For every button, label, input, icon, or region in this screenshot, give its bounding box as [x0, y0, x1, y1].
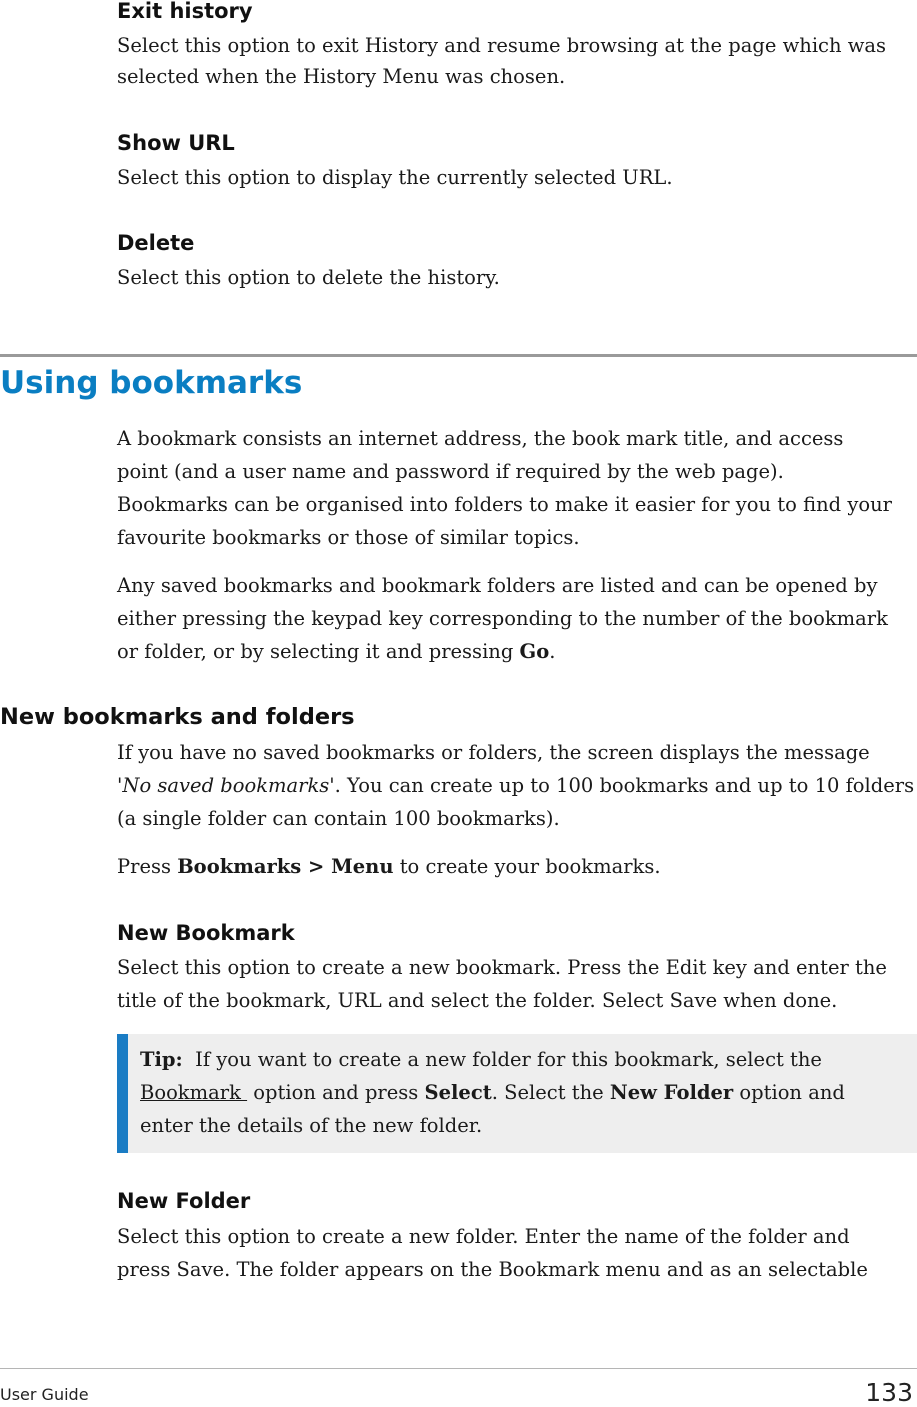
- tip-line-2: [140, 1082, 845, 1104]
- using-bookmarks-p2-line-2: either pressing the keypad key corresponding to the number of the bookmark: [117, 607, 888, 630]
- using-bookmarks-p1-line-1: A bookmark consists an internet address, the book mark title, and access: [117, 427, 844, 450]
- new-bookmarks-folders-heading: New bookmarks and folders: [0, 704, 355, 730]
- delete-title: Delete: [117, 231, 195, 255]
- nbf-p1-line-2: [117, 775, 914, 797]
- new-bookmark-line-2: title of the bookmark, URL and select the folder. Select Save when done.: [117, 989, 838, 1012]
- p2-line3-text: or folder, or by selecting it and pressing: [117, 640, 520, 663]
- using-bookmarks-p1-line-3: Bookmarks can be organised into folders to make it easier for you to find your: [117, 493, 892, 516]
- p2-line3-end: .: [549, 640, 556, 663]
- tip-line-3: enter the details of the new folder.: [140, 1114, 483, 1137]
- page-number: 133: [865, 1378, 913, 1407]
- select-key-label: Select: [424, 1081, 492, 1104]
- footer-label: User Guide: [0, 1385, 89, 1404]
- go-key-label: Go: [519, 640, 550, 663]
- nbf-quote-open: ': [117, 774, 123, 797]
- using-bookmarks-p1-line-2: point (and a user name and password if required by the web page).: [117, 460, 784, 483]
- new-bookmark-line-1: Select this option to create a new bookmark. Press the Edit key and enter the: [117, 956, 887, 979]
- tip-line2-mid: option and press: [247, 1081, 425, 1104]
- using-bookmarks-heading: Using bookmarks: [0, 365, 303, 401]
- exit-history-title: Exit history: [117, 0, 253, 23]
- new-bookmark-title: New Bookmark: [117, 921, 295, 945]
- new-folder-title: New Folder: [117, 1189, 251, 1213]
- exit-history-line-2: selected when the History Menu was chosen.: [117, 65, 566, 88]
- section-divider: [0, 354, 917, 357]
- tip-label: Tip:: [140, 1048, 183, 1071]
- nbf-p2-line-1: [117, 856, 661, 878]
- bookmark-option-link[interactable]: Bookmark: [140, 1081, 248, 1104]
- show-url-line-1: Select this option to display the currently selected URL.: [117, 166, 673, 189]
- nbf-p1-line-3: (a single folder can contain 100 bookmarks).: [117, 807, 560, 830]
- show-url-title: Show URL: [117, 131, 235, 155]
- tip-line-1: [140, 1049, 822, 1071]
- delete-line-1: Select this option to delete the history.: [117, 266, 500, 289]
- tip-accent-bar: [117, 1034, 128, 1153]
- using-bookmarks-p2-line-3: [117, 641, 555, 663]
- tip-line2-mid2: . Select the: [491, 1081, 610, 1104]
- using-bookmarks-p2-line-1: Any saved bookmarks and bookmark folders are listed and can be opened by: [117, 574, 878, 597]
- exit-history-line-1: Select this option to exit History and resume browsing at the page which was: [117, 34, 887, 57]
- using-bookmarks-p1-line-4: favourite bookmarks or those of similar topics.: [117, 526, 580, 549]
- bookmarks-menu-path: Bookmarks > Menu: [177, 855, 394, 878]
- tip-line1-text: If you want to create a new folder for this bookmark, select the: [182, 1048, 822, 1071]
- nbf-line2-rest: '. You can create up to 100 bookmarks and up to 10 folders: [329, 774, 915, 797]
- nbf-p2-post: to create your bookmarks.: [393, 855, 661, 878]
- tip-line2-end: option and: [733, 1081, 845, 1104]
- new-folder-line-2: press Save. The folder appears on the Bookmark menu and as an selectable: [117, 1258, 868, 1281]
- new-folder-line-1: Select this option to create a new folder. Enter the name of the folder and: [117, 1225, 850, 1248]
- new-folder-option-label: New Folder: [609, 1081, 734, 1104]
- footer-divider: [0, 1368, 917, 1369]
- nbf-p2-pre: Press: [117, 855, 178, 878]
- no-saved-bookmarks-message: No saved bookmarks: [122, 774, 330, 797]
- nbf-p1-line-1: If you have no saved bookmarks or folders, the screen displays the message: [117, 741, 870, 764]
